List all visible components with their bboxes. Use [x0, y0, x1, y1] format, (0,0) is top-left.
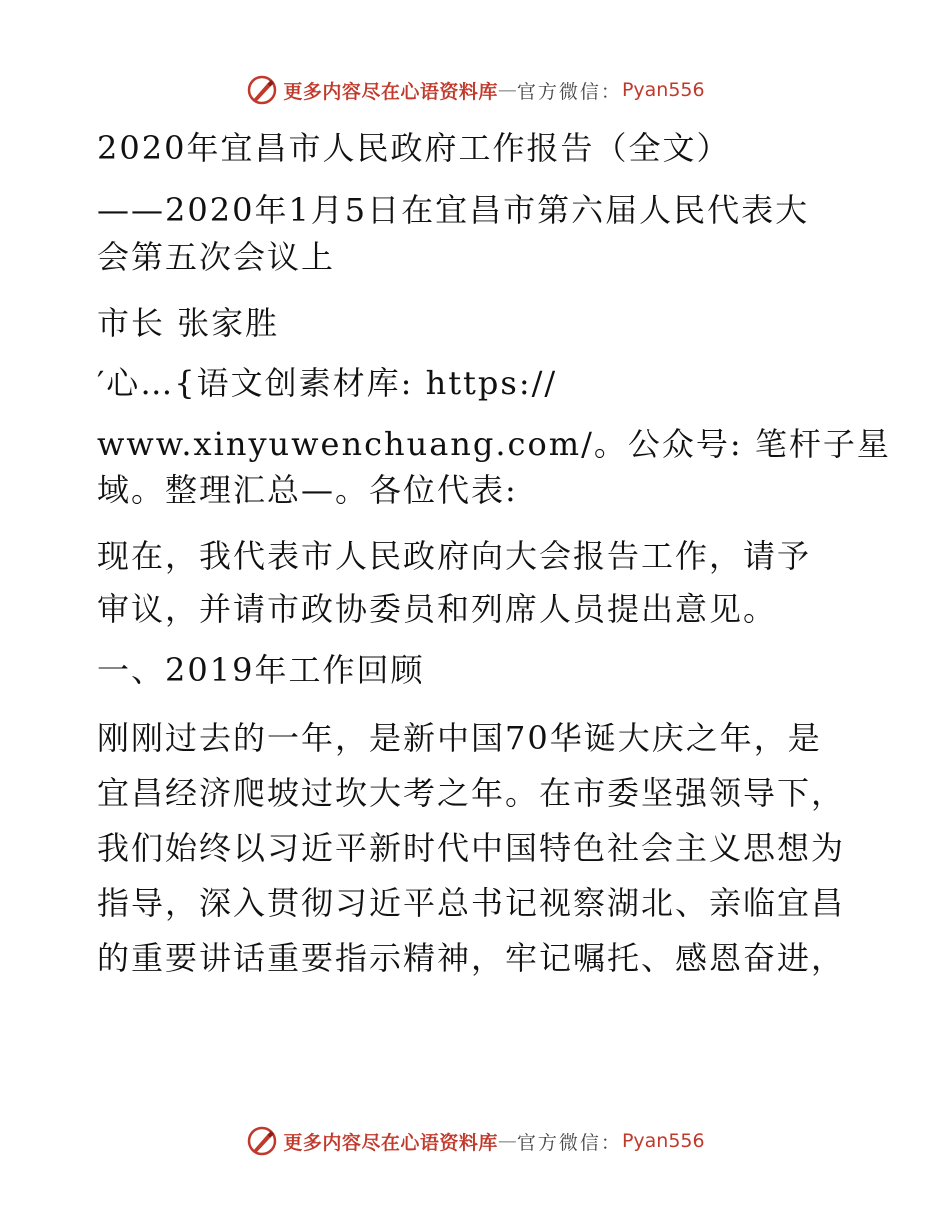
- banner-wechat-label: 官方微信：: [516, 80, 622, 103]
- banner-separator: —: [497, 79, 517, 101]
- source-line-3: 域。整理汇总—。各位代表:: [97, 471, 518, 509]
- paragraph-1-line-1: 现在，我代表市人民政府向大会报告工作，请予: [97, 537, 812, 575]
- banner-wechat-label: 官方微信：: [516, 1131, 622, 1154]
- paragraph-2-line-3: 我们始终以习近平新时代中国特色社会主义思想为: [97, 829, 846, 867]
- watermark-banner-top: [0, 70, 950, 110]
- author-line: 市长 张家胜: [97, 304, 280, 342]
- paragraph-2-line-2: 宜昌经济爬坡过坎大考之年。在市委坚强领导下，: [97, 774, 846, 812]
- report-title: 2020年宜昌市人民政府工作报告（全文）: [97, 129, 731, 167]
- banner-separator: —: [497, 1130, 517, 1152]
- source-line-2: www.xinyuwenchuang.com/。公众号: 笔杆子星: [97, 425, 891, 463]
- paragraph-1-line-2: 审议，并请市政协委员和列席人员提出意见。: [97, 590, 778, 628]
- pen-logo-icon: [245, 1124, 279, 1158]
- subtitle-line-2: 会第五次会议上: [97, 238, 336, 276]
- watermark-banner-bottom: [0, 1121, 950, 1161]
- banner-wechat-id: Pyan556: [621, 79, 705, 101]
- subtitle-line-1: ——2020年1月5日在宜昌市第六届人民代表大: [97, 191, 810, 229]
- paragraph-2-line-1: 刚刚过去的一年，是新中国70华诞大庆之年，是: [97, 719, 822, 757]
- source-line-1: ′心…{语文创素材库: https://: [97, 364, 558, 402]
- paragraph-2-line-5: 的重要讲话重要指示精神，牢记嘱托、感恩奋进，: [97, 939, 846, 977]
- section-heading: 一、2019年工作回顾: [97, 651, 425, 689]
- banner-slogan: 更多内容尽在心语资料库: [283, 1131, 498, 1154]
- banner-wechat-id: Pyan556: [621, 1130, 705, 1152]
- paragraph-2-line-4: 指导，深入贯彻习近平总书记视察湖北、亲临宜昌: [97, 884, 846, 922]
- banner-slogan: 更多内容尽在心语资料库: [283, 80, 498, 103]
- document-body: [97, 122, 891, 977]
- pen-logo-icon: [245, 73, 279, 107]
